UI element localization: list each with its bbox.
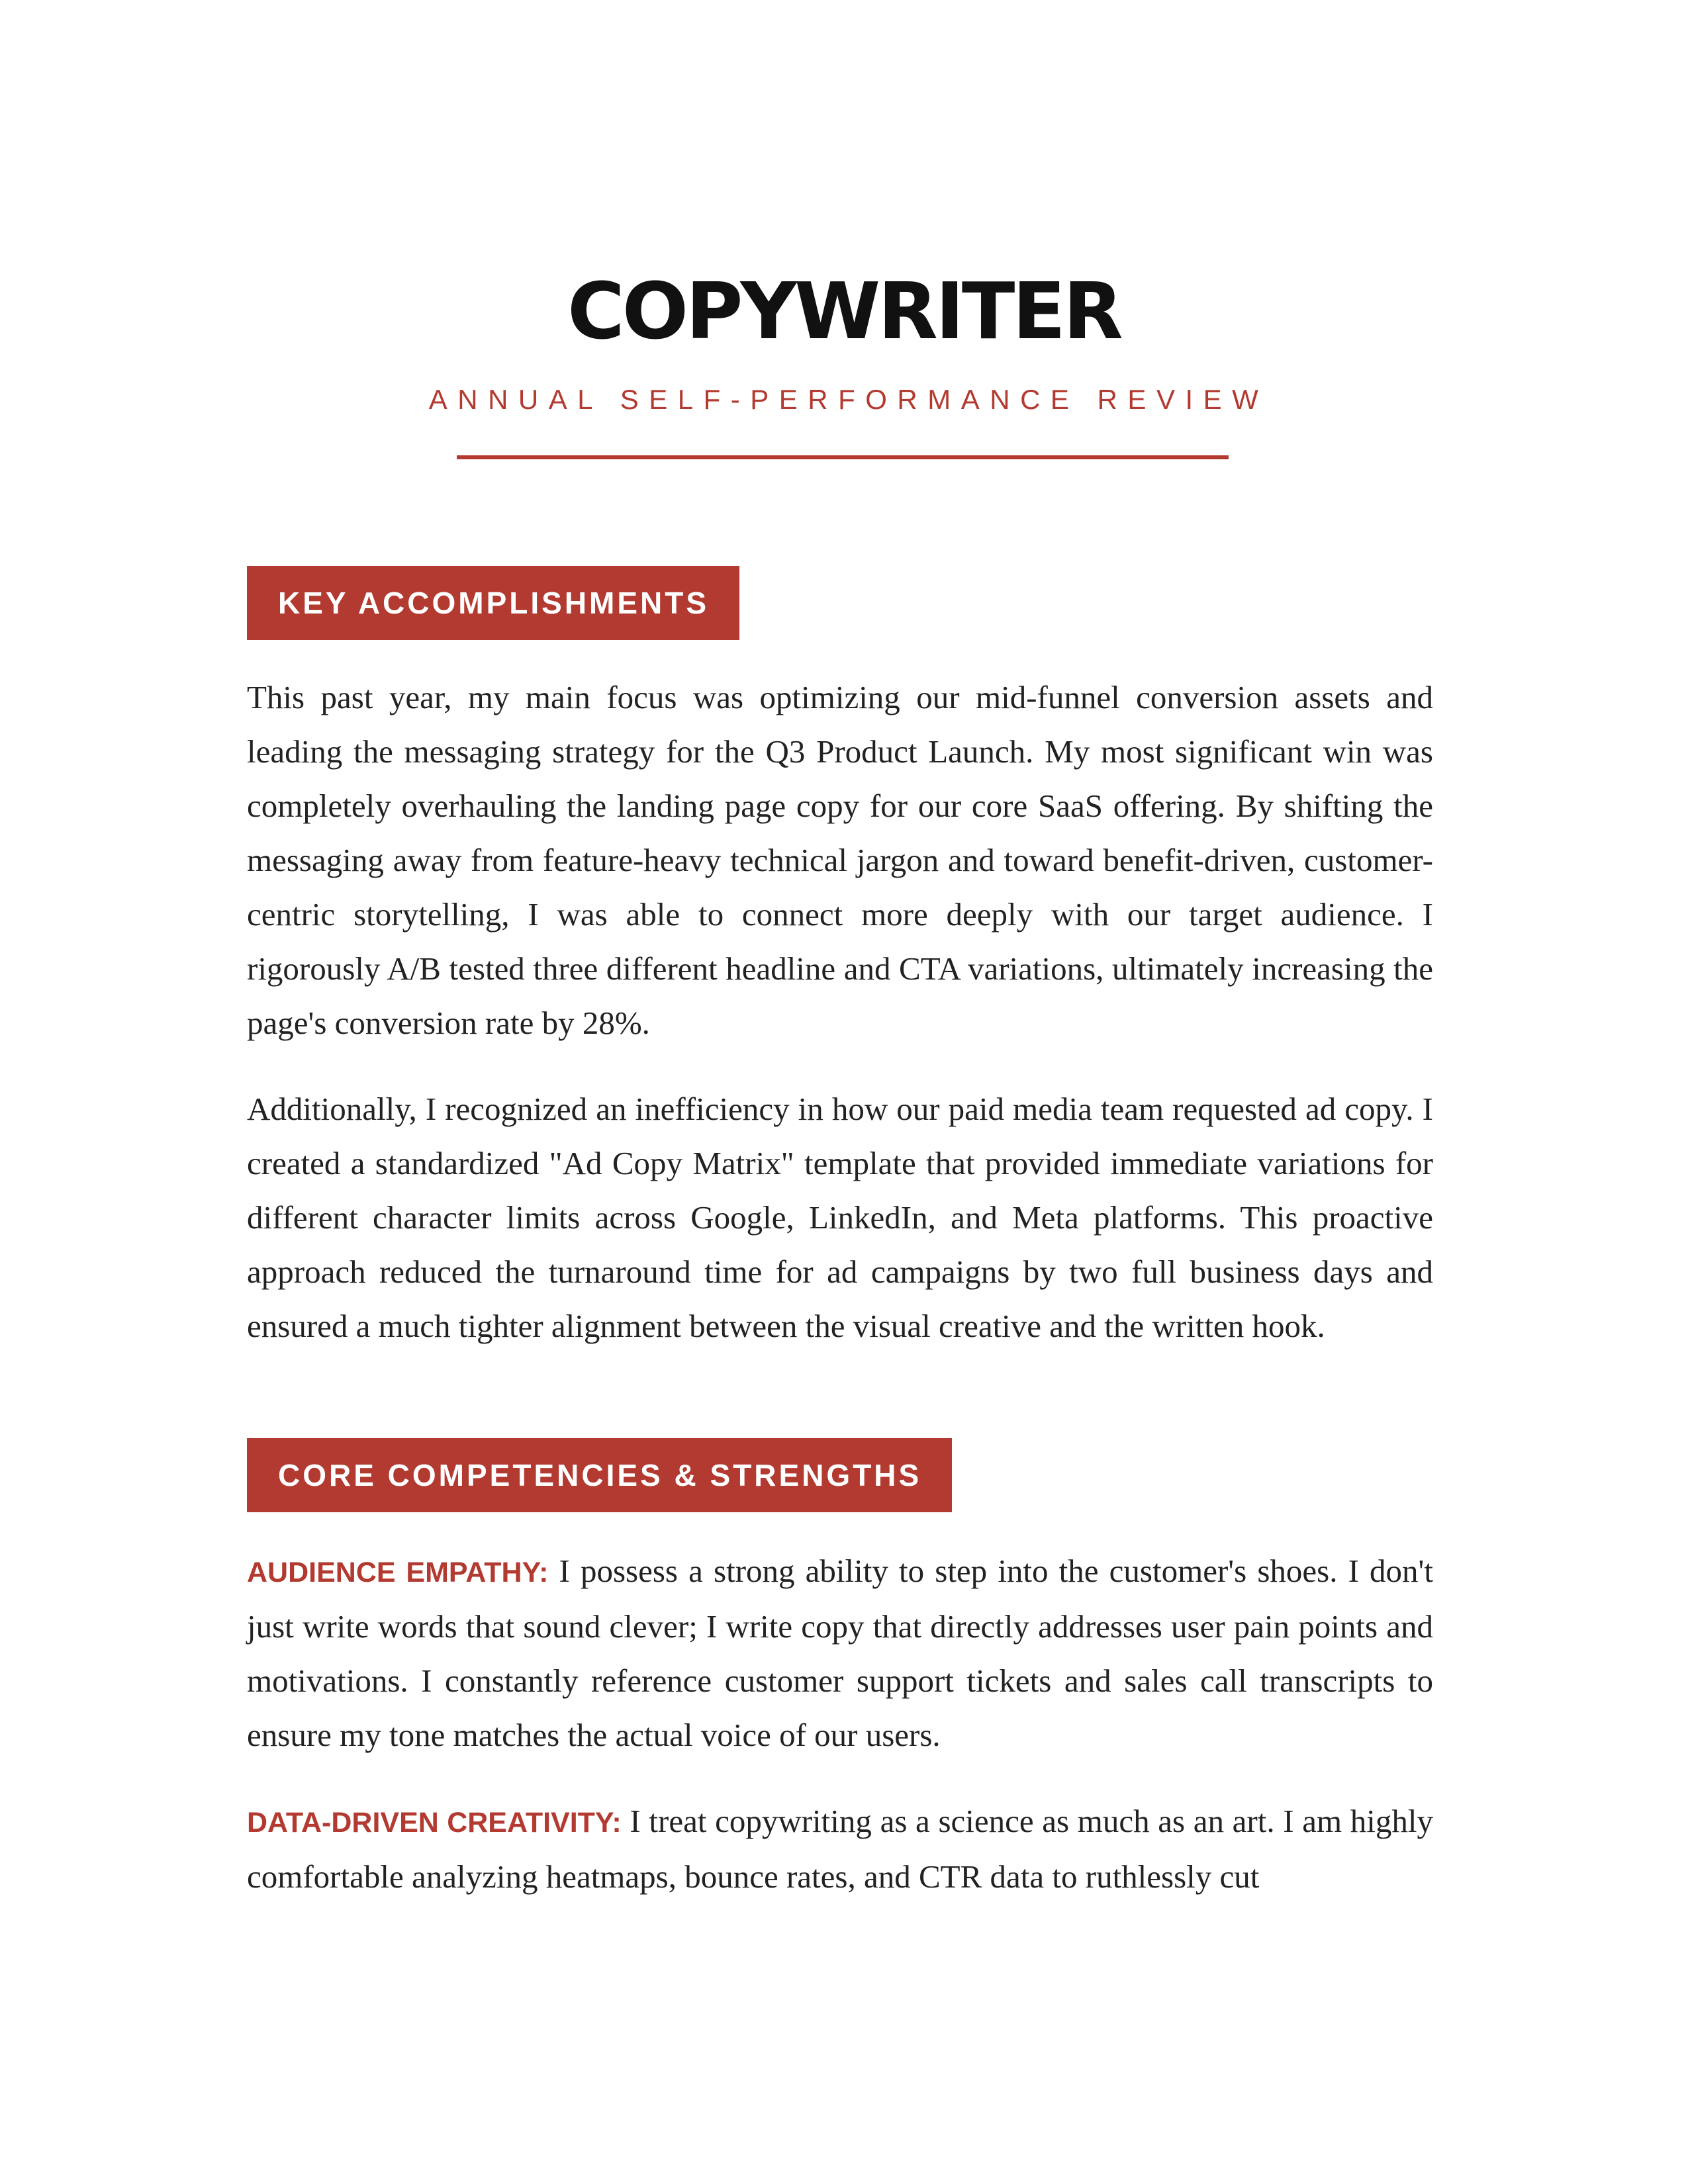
header-divider [457,455,1229,459]
paragraph: Additionally, I recognized an inefficiency in how our paid media team requested ad copy. I created a standardized "Ad Copy Matrix" template that provided immediate variations for different character limits across Google, LinkedIn, and Meta platforms. This proactive approach reduced the turnaround time for ad campaigns by two full business days and ensured a much tighter alignment between the visual creative and the written hook. [247,1091,1433,1344]
competency-text: I possess a strong ability to step into the customer's shoes. I don't just write words that sound clever; I write copy that directly addresses user pain points and motivations. I constantly reference customer support tickets and sales call transcripts to ensure my tone matches the actual voice of our users. [247,1553,1433,1753]
section-heading: KEY ACCOMPLISHMENTS [247,566,739,640]
page-title: COPYWRITER [567,265,1121,357]
page-subtitle: ANNUAL SELF-PERFORMANCE REVIEW [428,384,1269,415]
competency-label: AUDIENCE EMPATHY: [247,1557,549,1588]
competency-item [247,1794,1433,1904]
competency-item [247,1544,1433,1762]
competency-label: DATA-DRIVEN CREATIVITY: [247,1807,622,1839]
competency-text: I treat copywriting as a science as much as an art. I am highly comfortable analyzing heatmaps, bounce rates, and CTR data to ruthlessly cut [247,1803,1434,1895]
section-heading: CORE COMPETENCIES & STRENGTHS [247,1438,952,1512]
document-header [0,265,1688,459]
section-core-competencies [247,1438,1433,1904]
document-body [247,566,1433,1904]
section-key-accomplishments [247,566,1433,1353]
paragraph: This past year, my main focus was optimizing our mid-funnel conversion assets and leading the messaging strategy for the Q3 Product Launch. My most significant win was completely overhauling the landing page copy for our core SaaS offering. By shifting the messaging away from feature-heavy technical jargon and toward benefit-driven, customer-centric storytelling, I was able to connect more deeply with our target audience. I rigorously A/B tested three different headline and CTA variations, ultimately increasing the page's conversion rate by 28%. [247,679,1433,1041]
